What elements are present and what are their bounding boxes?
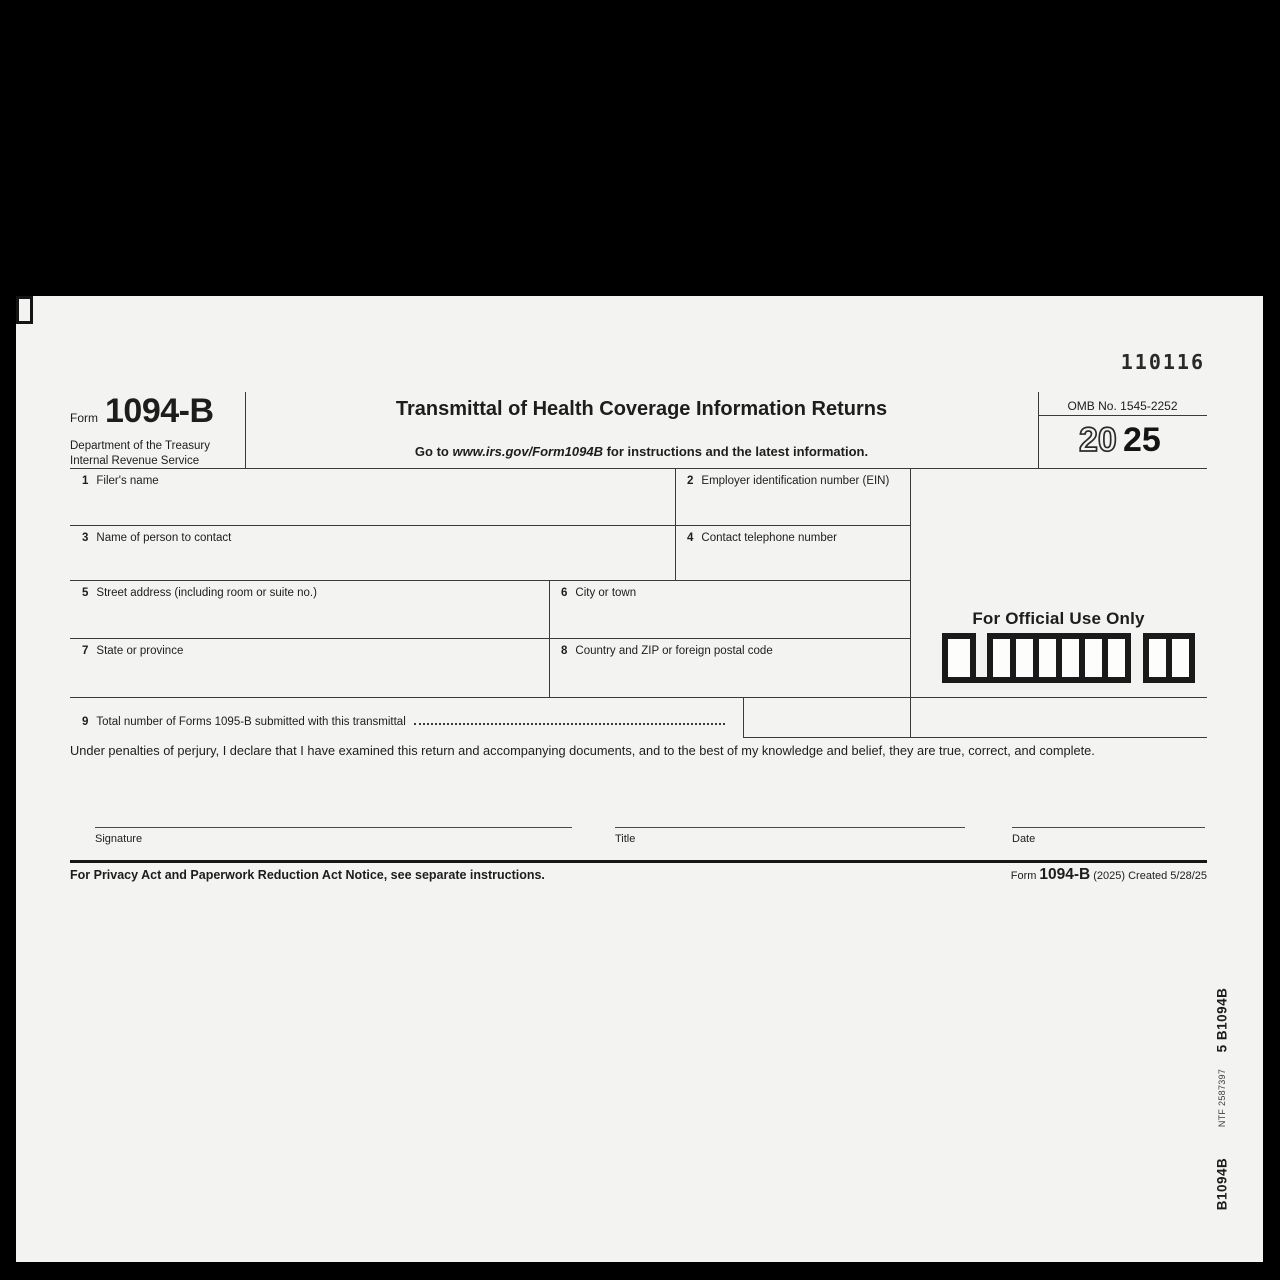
official-use-cell bbox=[1016, 639, 1033, 677]
field-3-number: 3 bbox=[82, 532, 89, 544]
field-4-number: 4 bbox=[687, 532, 694, 544]
form-paper bbox=[16, 296, 1263, 1262]
omb-number: OMB No. 1545-2252 bbox=[1067, 399, 1178, 413]
official-use-cell bbox=[1039, 639, 1056, 677]
irs-url: www.irs.gov/Form1094B bbox=[452, 444, 603, 459]
signature-line[interactable] bbox=[95, 827, 572, 828]
year-outline-digits: 20 bbox=[1078, 421, 1117, 459]
official-use-box-group2 bbox=[1143, 633, 1195, 683]
field-2-ein[interactable] bbox=[675, 468, 910, 525]
official-use-title: For Official Use Only bbox=[972, 609, 1145, 628]
official-use-cell bbox=[993, 639, 1010, 677]
field-1-filers-name[interactable] bbox=[70, 468, 675, 525]
agency-line2: Internal Revenue Service bbox=[70, 454, 200, 467]
field-9-number: 9 bbox=[82, 716, 89, 728]
field-5-number: 5 bbox=[82, 587, 89, 599]
official-use-box-group6 bbox=[987, 633, 1131, 683]
field-6-city[interactable] bbox=[549, 580, 910, 638]
official-use-cell bbox=[1108, 639, 1125, 677]
field-3-label: Name of person to contact bbox=[96, 532, 232, 544]
dot-leader bbox=[414, 722, 725, 725]
form-word: Form bbox=[70, 411, 98, 425]
batch-number: 110116 bbox=[1120, 350, 1205, 374]
year-solid-digits: 25 bbox=[1122, 421, 1161, 459]
field-4-contact-phone[interactable] bbox=[675, 525, 910, 580]
instructions-suffix: for instructions and the latest information. bbox=[602, 444, 869, 459]
field-8-number: 8 bbox=[561, 645, 568, 657]
field-6-number: 6 bbox=[561, 587, 568, 599]
official-use-cell bbox=[1085, 639, 1102, 677]
official-use-cell bbox=[1062, 639, 1079, 677]
date-label: Date bbox=[1012, 833, 1036, 845]
agency-name bbox=[70, 439, 210, 469]
agency-line1: Department of the Treasury bbox=[70, 440, 210, 452]
field-3-contact-name[interactable] bbox=[70, 525, 675, 580]
official-use-box-single bbox=[942, 633, 976, 683]
footer-form-word: Form bbox=[1010, 870, 1037, 882]
side-code-top: 5 B1094B bbox=[1214, 987, 1230, 1053]
form-number: 1094-B bbox=[105, 392, 214, 430]
form-title: Transmittal of Health Coverage Information Returns bbox=[395, 398, 888, 420]
instructions-prefix: Go to bbox=[414, 444, 453, 459]
title-label: Title bbox=[615, 833, 636, 845]
tax-year-graphic bbox=[1077, 418, 1169, 460]
privacy-notice: For Privacy Act and Paperwork Reduction Act Notice, see separate instructions. bbox=[70, 868, 545, 882]
official-use-boxes bbox=[942, 633, 1195, 683]
field-7-number: 7 bbox=[82, 645, 89, 657]
official-use-cell bbox=[1149, 639, 1166, 677]
field-4-label: Contact telephone number bbox=[701, 532, 837, 544]
official-use-cell bbox=[948, 639, 970, 677]
field-8-label: Country and ZIP or foreign postal code bbox=[575, 645, 773, 657]
form-id bbox=[70, 392, 214, 431]
field-5-street-address[interactable] bbox=[70, 580, 549, 638]
title-line[interactable] bbox=[615, 827, 965, 828]
side-code-bottom: B1094B bbox=[1214, 1157, 1230, 1211]
footer-form-meta: (2025) Created 5/28/25 bbox=[1093, 870, 1207, 882]
footer-form-reference bbox=[1011, 866, 1207, 884]
field-1-number: 1 bbox=[82, 475, 89, 487]
field-2-label: Employer identification number (EIN) bbox=[701, 475, 890, 487]
field-2-number: 2 bbox=[687, 475, 694, 487]
field-8-country-zip[interactable] bbox=[549, 638, 910, 697]
footer-rule bbox=[70, 860, 1207, 863]
signature-label: Signature bbox=[95, 833, 143, 845]
field-5-label: Street address (including room or suite no.) bbox=[96, 587, 317, 599]
field-7-label: State or province bbox=[96, 645, 184, 657]
field-7-state[interactable] bbox=[70, 638, 549, 697]
field-9-total-forms[interactable] bbox=[70, 697, 743, 737]
official-use-cell bbox=[1172, 639, 1189, 677]
tax-year bbox=[1038, 418, 1207, 465]
instructions-line bbox=[245, 444, 1038, 459]
omb-underline bbox=[1038, 415, 1207, 416]
field-9-label: Total number of Forms 1095-B submitted with this transmittal bbox=[96, 716, 406, 728]
official-use-gap bbox=[1131, 633, 1143, 683]
field-9-entry-box[interactable] bbox=[743, 697, 910, 737]
date-line[interactable] bbox=[1012, 827, 1205, 828]
perjury-statement: Under penalties of perjury, I declare that I have examined this return and accompanying documents, and to the best of my knowledge and belief, they are true, correct, and complete. bbox=[70, 743, 1095, 758]
side-code-ntf: NTF 2587397 bbox=[1217, 1068, 1227, 1128]
row9-bottom-line bbox=[743, 737, 1207, 738]
official-use-left-border bbox=[910, 468, 911, 737]
footer-form-number: 1094-B bbox=[1039, 866, 1091, 883]
registration-mark bbox=[16, 296, 33, 324]
official-use-connector bbox=[976, 677, 987, 683]
field-1-label: Filer's name bbox=[96, 475, 159, 487]
field-6-label: City or town bbox=[575, 587, 637, 599]
